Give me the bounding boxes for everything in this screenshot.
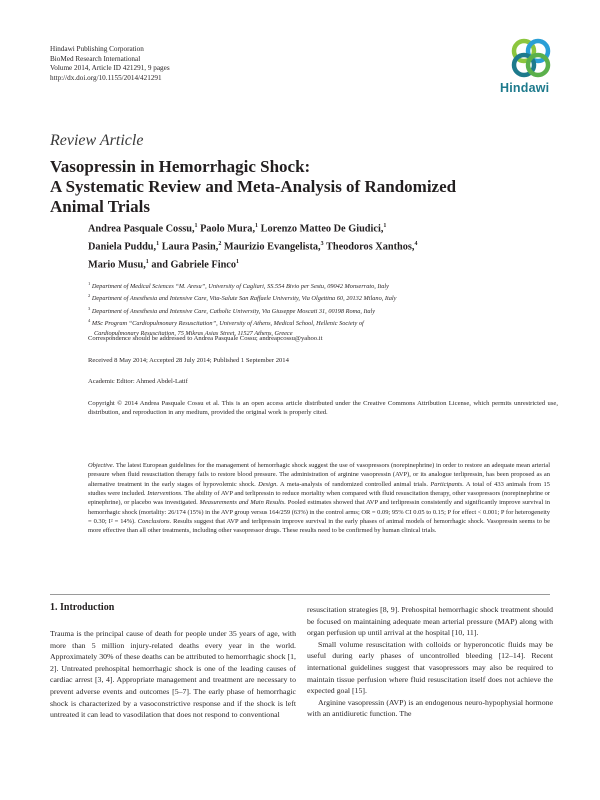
author-name: Maurizio Evangelista, xyxy=(223,241,321,253)
affiliation-text: Department of Anesthesia and Intensive Care, Catholic University, Via Giuseppe Moscati 31, 00198 Roma, Italy xyxy=(91,307,376,315)
volume-info: Volume 2014, Article ID 421291, 9 pages xyxy=(50,64,170,73)
abstract-label-design: Design. xyxy=(258,480,278,488)
author-name: Paolo Mura, xyxy=(200,223,256,235)
publication-dates: Received 8 May 2014; Accepted 28 July 2014; Published 1 September 2014 xyxy=(88,357,289,364)
hindawi-logo-text: Hindawi xyxy=(500,81,550,95)
abstract-label-objective: Objective. xyxy=(88,462,115,469)
abstract-label-measurements: Measurements and Main Results. xyxy=(199,499,286,507)
article-title xyxy=(50,157,550,217)
author-line-2 xyxy=(88,237,558,255)
affiliation-list xyxy=(88,279,558,338)
affiliation-text: MSc Program “Cardiopulmonary Resuscitation”, University of Athens, Medical School, Hellenic Society of xyxy=(91,320,364,328)
abstract-participants: A total of 433 animals from 15 studies were included. xyxy=(88,480,550,498)
affiliation-item xyxy=(88,291,558,303)
abstract-objective: The latest European guidelines for the management of hemorrhagic shock suggest the use of vasopressors (norepinephrine) in order to restore an adequate mean arterial pressure when fluid resuscitation therapy fails to restore blood pressure. The administration of arginine vasopressin (AVP), or its analogue terlipressin, has been proposed as an alternative treatment in the early stages of hypovolemic shock. xyxy=(88,462,550,488)
author-affil-sup: 1 xyxy=(255,223,259,229)
title-line-3: Animal Trials xyxy=(50,197,150,216)
journal-header xyxy=(50,45,170,83)
affiliation-item xyxy=(88,316,558,328)
abstract-label-participants: Participants. xyxy=(430,480,464,488)
publisher-name: Hindawi Publishing Corporation xyxy=(50,45,144,53)
author-name: Lorenzo Matteo De Giudici, xyxy=(260,223,384,235)
intro-column-left xyxy=(50,628,296,721)
author-affil-sup: 3 xyxy=(320,240,324,247)
author-affil-sup: 1 xyxy=(145,258,149,265)
section-heading-introduction: 1. Introduction xyxy=(50,602,115,613)
author-affil-sup: 4 xyxy=(414,240,418,247)
affiliation-continuation: Cardiopulmonary Resuscitation, 75 Mikras Asias Street, 11527 Athens, Greece xyxy=(94,329,293,337)
author-name: and Gabriele Finco xyxy=(151,259,237,271)
author-affil-sup: 2 xyxy=(218,240,222,247)
author-line-3 xyxy=(88,255,558,273)
intro-column-right xyxy=(307,604,553,720)
author-affil-sup: 1 xyxy=(236,258,240,265)
title-line-2: A Systematic Review and Meta-Analysis of Randomized xyxy=(50,177,457,196)
hindawi-logo[interactable] xyxy=(500,36,562,104)
doi-link[interactable]: http://dx.doi.org/10.1155/2014/421291 xyxy=(50,73,162,82)
intro-paragraph: Arginine vasopressin (AVP) is an endogenous neuro-hypophysial hormone with an antidiuretic function. The xyxy=(307,697,553,719)
author-name: Theodoros Xanthos, xyxy=(325,241,415,253)
author-affil-sup: 1 xyxy=(194,223,198,229)
affiliation-num: 1 xyxy=(88,281,91,286)
affiliation-item xyxy=(88,279,558,291)
intro-paragraph: Trauma is the principal cause of death for people under 35 years of age, with more than 5 million injury-related deaths every year in the world. Approximately 30% of these deaths can be attributed to hemorrhagic shock [1, 2]. Untreated prehospital hemorrhagic shock is one of the leading causes of cardiac arrest [3, 4]. Appropriate management and treatment are necessary to prevent adverse events and outcomes [5–7]. The early phase of hemorrhagic shock is characterized by a vasoconstrictive response and if the shock is left untreated it can lead to vasodilation that does not respond to conventional xyxy=(50,629,296,720)
author-affil-sup: 1 xyxy=(383,223,387,229)
journal-name: BioMed Research International xyxy=(50,54,141,63)
article-type: Review Article xyxy=(50,132,144,149)
affiliation-num: 3 xyxy=(88,305,91,311)
copyright-notice: Copyright © 2014 Andrea Pasquale Cossu et al. This is an open access article distributed under the Creative Commons Attribution License, which permits unrestricted use, distribution, and reproduction in any medium, provided the original work is properly cited. xyxy=(88,400,558,417)
intro-paragraph: resuscitation strategies [8, 9]. Prehospital hemorrhagic shock treatment should be focused on maintaining adequate mean arterial pressure (MAP) along with organ perfusion up until arrival at the hospital [10, 11]. xyxy=(307,605,553,638)
author-list xyxy=(88,219,558,273)
affiliation-item xyxy=(88,304,558,316)
abstract-label-conclusions: Conclusions. xyxy=(137,518,172,526)
title-line-1: Vasopressin in Hemorrhagic Shock: xyxy=(50,157,311,176)
abstract-label-interventions: Interventions. xyxy=(147,490,183,498)
section-divider xyxy=(50,594,550,595)
affiliation-num: 4 xyxy=(88,318,91,324)
author-line-1 xyxy=(88,219,558,237)
abstract-measurements: Pooled estimates showed that AVP and terlipressin consistently and significantly improve survival in hemorrhagic shock (mortality: 26/174 (15%) in the AVP group versus 164/259 (63%) in the control arms; OR = 0.09; 95% CI 0.05 to 0.15; P for effect < 0.001; P for heterogeneity = 0.30; I² = 14%). xyxy=(88,499,550,526)
author-name: Mario Musu, xyxy=(88,259,146,271)
abstract-conclusions: Results suggest that AVP and terlipressin improve survival in the early phases of animal models of hemorrhagic shock. Vasopressin seems to be more effective than all other treatments, including other vasopressor drugs. These results need to be confirmed by human clinical trials. xyxy=(88,518,551,535)
academic-editor: Academic Editor: Ahmed Abdel-Latif xyxy=(88,378,188,385)
abstract xyxy=(88,461,550,536)
author-name: Daniela Puddu, xyxy=(88,241,157,253)
affiliation-text: Department of Medical Sciences “M. Aresu”, University of Cagliari, SS.554 Bivio per Sestu, 09042 Monserrato, Italy xyxy=(91,283,389,291)
intro-paragraph: Small volume resuscitation with colloids or hyperoncotic fluids may be useful during early phases of uncontrolled bleeding [12–14]. Recent international guidelines suggest that vasopressors may also be required to maintain tissue perfusion where fluid resuscitation itself does not achieve the expected goal [15]. xyxy=(307,639,553,696)
abstract-design: A meta-analysis of randomized controlled animal trials. xyxy=(280,480,428,488)
hindawi-logo-icon xyxy=(509,36,553,80)
author-name: Andrea Pasquale Cossu, xyxy=(88,223,195,235)
author-name: Laura Pasin, xyxy=(161,241,219,253)
author-affil-sup: 1 xyxy=(156,240,160,247)
abstract-interventions: The ability of AVP and terlipressin to reduce mortality when compared with fluid resuscitation therapy, other vasopressors (norepinephrine or epinephrine), or placebo was investigated. xyxy=(88,490,551,507)
affiliation-text: Department of Anesthesia and Intensive Care, Vita-Salute San Raffaele University, Via Olgettina 60, 20132 Milano, Italy xyxy=(91,295,397,303)
affiliation-num: 2 xyxy=(88,293,91,299)
correspondence: Correspondence should be addressed to Andrea Pasquale Cossu; andreapcossu@yahoo.it xyxy=(88,335,323,342)
